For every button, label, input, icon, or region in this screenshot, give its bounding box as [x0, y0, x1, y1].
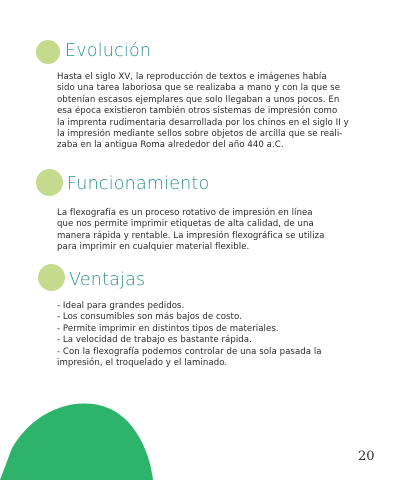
heading-bullet-dot: [36, 40, 60, 64]
page-number: 20: [358, 449, 375, 464]
decorative-blob: [0, 380, 200, 480]
section-heading: Evolución: [65, 41, 152, 61]
section-body: - Ideal para grandes pedidos. - Los consumibles son más bajos de costo. - Permite imprimir en distintos tipos de materiales. - La velocidad de trabajo es bastante rápida. - Con la flexografía podemos controlar de una sola pasada la impresión, el troquelado y el laminado.: [57, 301, 322, 369]
section-body: Hasta el siglo XV, la reproducción de textos e imágenes había sido una tarea laboriosa que se realizaba a mano y con la que se obtenían escasos ejemplares que solo llegaban a unos pocos. En esa época existieron también otros sistemas de impresión como la imprenta rudimentaria desarrollada por los chinos en el siglo II y la impresión mediante sellos sobre objetos de arcilla que se reali- zaba en la antigua Roma alrededor del año 440 a.C.: [57, 72, 349, 151]
section-heading: Ventajas: [69, 270, 146, 290]
section-body: La flexografía es un proceso rotativo de impresión en línea que nos permite imprimir etiquetas de alta calidad, de una manera rápida y rentable. La impresión flexográfica se utiliza para imprimir en cualquier material flexible.: [57, 208, 325, 253]
section-heading: Funcionamiento: [67, 174, 210, 194]
heading-bullet-dot: [36, 169, 63, 196]
heading-bullet-dot: [38, 264, 65, 291]
